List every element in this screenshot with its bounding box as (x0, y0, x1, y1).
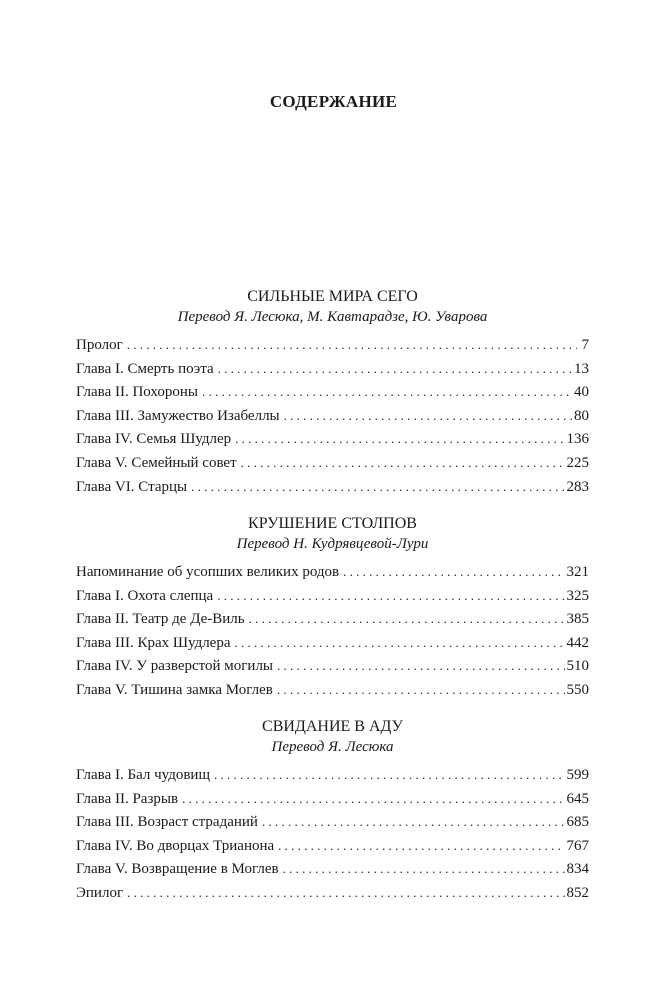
dot-leader (262, 810, 565, 834)
entry-title: Глава V. Тишина замка Моглев (76, 681, 273, 698)
entry-page-number: 80 (574, 407, 589, 424)
toc-entry[interactable] (76, 881, 589, 905)
dot-leader (277, 654, 564, 678)
toc-section (76, 717, 589, 905)
dot-leader (218, 357, 572, 381)
toc-section (76, 514, 589, 702)
entry-title: Глава V. Семейный совет (76, 454, 237, 471)
entry-title: Глава II. Театр де Де-Виль (76, 611, 245, 628)
toc-entry[interactable] (76, 451, 589, 475)
toc-section (76, 287, 589, 498)
entry-title: Глава I. Охота слепца (76, 587, 214, 604)
entry-title: Глава IV. Во дворцах Трианона (76, 837, 275, 854)
dot-leader (241, 451, 565, 475)
entry-page-number: 767 (566, 837, 589, 854)
toc-entry[interactable] (76, 560, 589, 584)
toc-entry[interactable] (76, 857, 589, 881)
dot-leader (277, 678, 565, 702)
entry-title: Глава V. Возвращение в Моглев (76, 861, 279, 878)
entry-title: Глава IV. У разверстой могилы (76, 658, 274, 675)
dot-leader (127, 881, 564, 905)
section-translator: Перевод Н. Кудрявцевой-Лури (236, 536, 429, 552)
dot-leader (284, 404, 572, 428)
entry-page-number: 685 (566, 814, 589, 831)
section-heading: СИЛЬНЫЕ МИРА СЕГО (247, 288, 418, 305)
entry-title: Глава I. Бал чудовищ (76, 767, 211, 783)
entry-page-number: 599 (566, 767, 589, 783)
toc-entry[interactable] (76, 810, 589, 834)
section-heading: СВИДАНИЕ В АДУ (262, 718, 403, 735)
entry-page-number: 283 (566, 478, 589, 495)
toc-entry[interactable] (76, 427, 589, 451)
toc-entry[interactable] (76, 834, 589, 858)
entry-page-number: 7 (581, 337, 589, 353)
toc-entry[interactable] (76, 763, 589, 787)
entry-page-number: 325 (566, 587, 589, 604)
toc-entry[interactable] (76, 333, 589, 357)
entry-title: Глава I. Смерть поэта (76, 360, 214, 377)
section-translator: Перевод Я. Лесюка (271, 739, 394, 755)
entry-title: Глава III. Замужество Изабеллы (76, 407, 280, 424)
dot-leader (217, 584, 564, 608)
toc-entry[interactable] (76, 678, 589, 702)
entry-page-number: 385 (566, 611, 589, 628)
entry-title: Глава VI. Старцы (76, 478, 188, 495)
dot-leader (278, 834, 564, 858)
dot-leader (127, 333, 577, 357)
dot-leader (214, 763, 564, 787)
entry-page-number: 136 (566, 431, 589, 448)
entry-title: Глава II. Разрыв (76, 790, 179, 807)
entry-page-number: 321 (566, 564, 589, 580)
dot-leader (202, 380, 572, 404)
toc-entry[interactable] (76, 475, 589, 499)
entry-page-number: 442 (566, 634, 589, 651)
toc-entry[interactable] (76, 404, 589, 428)
dot-leader (191, 475, 564, 499)
entry-page-number: 225 (566, 454, 589, 471)
entry-title: Глава II. Похороны (76, 384, 198, 401)
dot-leader (235, 631, 565, 655)
entry-page-number: 852 (566, 884, 589, 901)
toc-entry[interactable] (76, 654, 589, 678)
entry-page-number: 834 (566, 861, 589, 878)
dot-leader (182, 787, 564, 811)
toc-entry[interactable] (76, 631, 589, 655)
section-translator: Перевод Я. Лесюка, М. Кавтарадзе, Ю. Уварова (177, 309, 488, 325)
toc-entry[interactable] (76, 787, 589, 811)
entry-page-number: 645 (566, 790, 589, 807)
entry-page-number: 550 (566, 681, 589, 698)
dot-leader (235, 427, 564, 451)
entry-title: Пролог (76, 337, 123, 353)
dot-leader (249, 607, 565, 631)
dot-leader (283, 857, 565, 881)
toc-entry[interactable] (76, 584, 589, 608)
page-title: СОДЕРЖАНИЕ (269, 92, 398, 111)
entry-page-number: 40 (574, 384, 589, 401)
entry-page-number: 13 (574, 360, 589, 377)
entry-title: Напоминание об усопших великих родов (76, 564, 340, 580)
toc-entry[interactable] (76, 607, 589, 631)
dot-leader (343, 560, 564, 584)
entry-title: Глава IV. Семья Шудлер (76, 431, 232, 448)
toc-entry[interactable] (76, 357, 589, 381)
toc-entry[interactable] (76, 380, 589, 404)
section-heading: КРУШЕНИЕ СТОЛПОВ (248, 515, 417, 532)
entry-page-number: 510 (566, 658, 589, 675)
entry-title: Глава III. Крах Шудлера (76, 634, 231, 651)
entry-title: Глава III. Возраст страданий (76, 814, 258, 831)
entry-title: Эпилог (76, 884, 124, 901)
